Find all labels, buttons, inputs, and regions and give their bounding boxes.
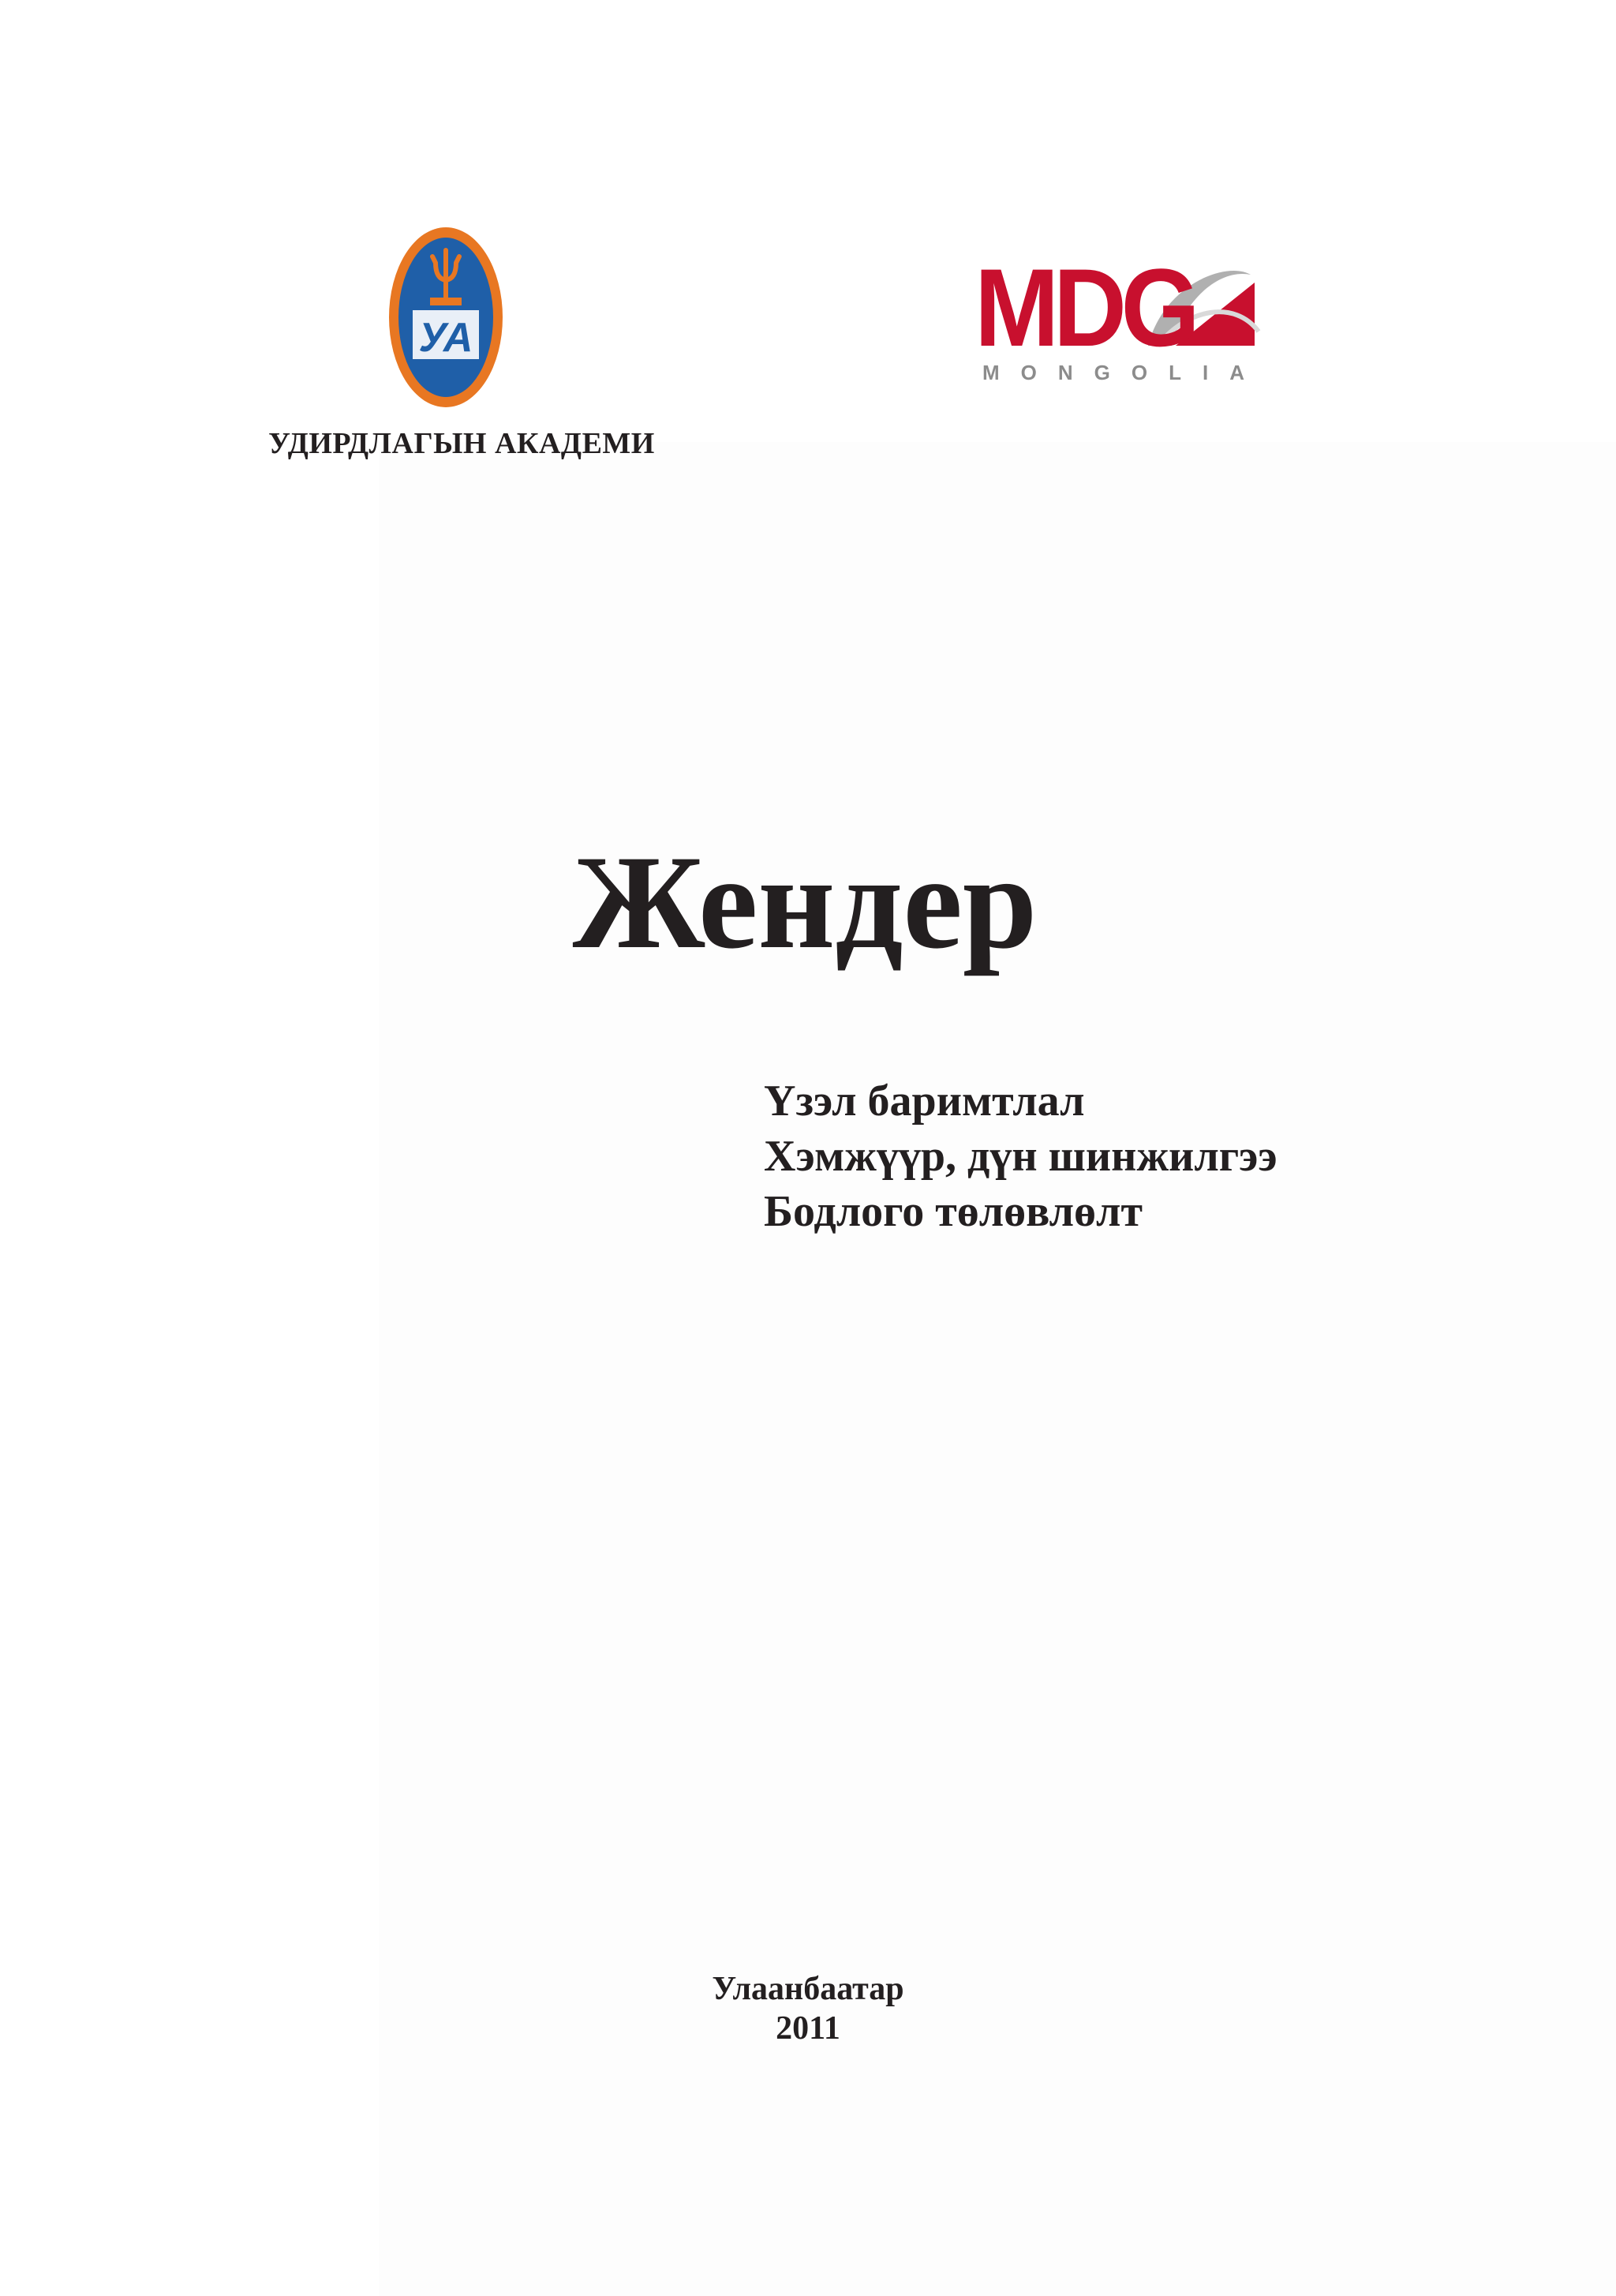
subtitle-line: Үзэл баримтлал <box>764 1077 1085 1126</box>
mdg-wordmark: MDG <box>974 245 1195 369</box>
subtitle-line: Хэмжүүр, дүн шинжилгээ <box>764 1132 1277 1181</box>
mdg-logo <box>974 245 1266 391</box>
subtitle-line: Бодлого төлөвлөлт <box>764 1187 1143 1236</box>
book-title: Жендер <box>572 828 1038 976</box>
imprint <box>650 1969 966 2048</box>
subtitle-list <box>764 1073 1553 1239</box>
academy-emblem-icon <box>387 225 505 410</box>
imprint-year: 2011 <box>776 2010 840 2047</box>
page-background <box>379 442 1616 2296</box>
imprint-city: Улаанбаатар <box>712 1971 904 2007</box>
academy-monogram: УА <box>418 315 473 361</box>
mdg-country-label: MONGOLIA <box>982 361 1266 384</box>
academy-name: УДИРДЛАГЫН АКАДЕМИ <box>268 427 655 460</box>
